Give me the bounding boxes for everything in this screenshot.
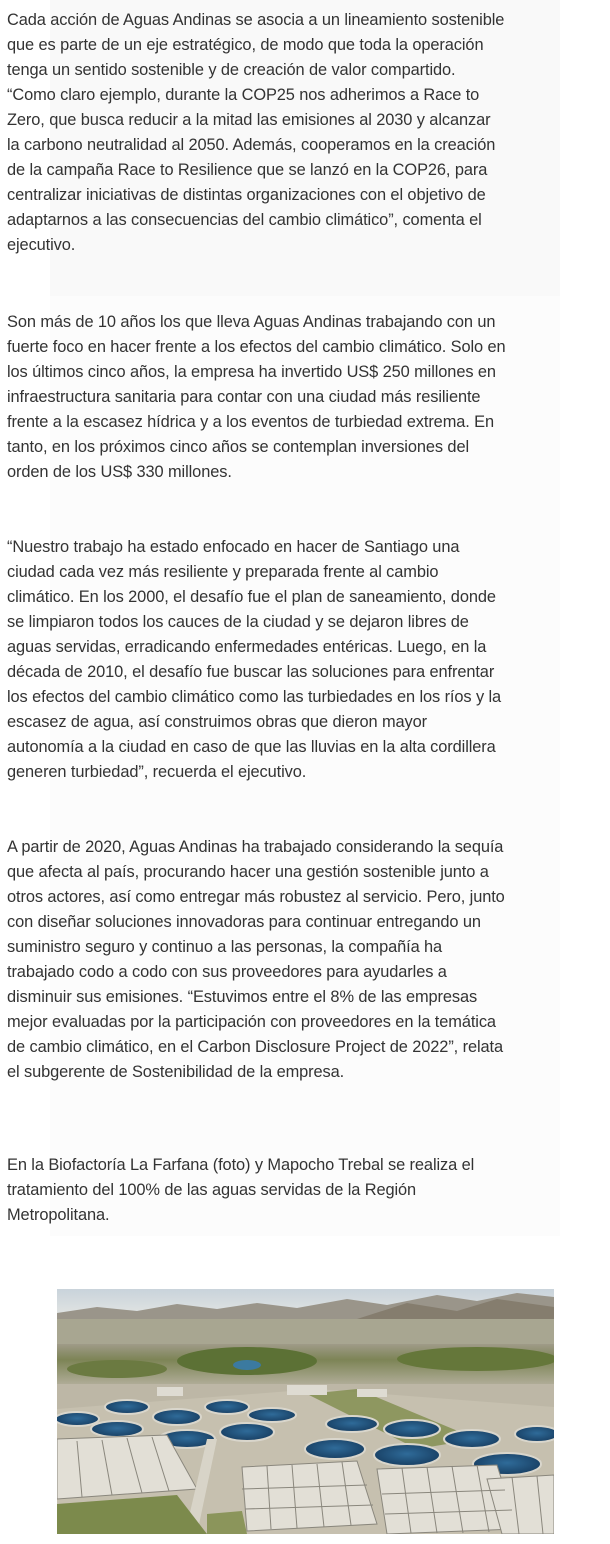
article-paragraph: Son más de 10 años los que lleva Aguas Andinas trabajando con un fuerte foco en hacer frente a los efectos del cambio climático. Solo en los últimos cinco años, la empresa ha invertido US$ 250 millones en infraestructura sanitaria para contar con una ciudad más resiliente frente a la escasez hídrica y a los eventos de turbiedad extrema. En tanto, en los próximos cinco años se contemplan inversiones del orden de los US$ 330 millones. — [7, 313, 506, 481]
article-paragraph: A partir de 2020, Aguas Andinas ha trabajado considerando la sequía que afecta al país, procurando hacer una gestión sostenible junto a otros actores, así como entregar más robustez al servicio. Pero, junto con diseñar soluciones innovadoras para continuar entregando un suministro seguro y continuo a las personas, la compañía ha trabajado codo a codo con sus proveedores para ayudarles a disminuir sus emisiones. “Estuvimos entre el 8% de las empresas mejor evaluadas por la participación con proveedores en la temática de cambio climático, en el Carbon Disclosure Project de 2022”, relata el subgerente de Sostenibilidad de la empresa. — [7, 838, 505, 1081]
photo-caption: En la Biofactoría La Farfana (foto) y Mapocho Trebal se realiza el tratamiento del 100% de las aguas servidas de la Región Metropolitana. — [7, 1156, 475, 1224]
treatment-plant-photo — [57, 1289, 554, 1534]
article-paragraph: Cada acción de Aguas Andinas se asocia a un lineamiento sostenible que es parte de un eje estratégico, de modo que toda la operación tenga un sentido sostenible y de creación de valor compartido. “Como claro ejemplo, durante la COP25 nos adherimos a Race to Zero, que busca reducir a la mitad las emisiones al 2030 y alcanzar la carbono neutralidad al 2050. Además, cooperamos en la creación de la campaña Race to Resilience que se lanzó en la COP26, para centralizar iniciativas de distintas organizaciones con el objetivo de adaptarnos a las consecuencias del cambio climático”, comenta el ejecutivo. — [7, 11, 505, 254]
article-paragraph: “Nuestro trabajo ha estado enfocado en hacer de Santiago una ciudad cada vez más resiliente y preparada frente al cambio climático. En los 2000, el desafío fue el plan de saneamiento, donde se limpiaron todos los cauces de la ciudad y se dejaron libres de aguas servidas, erradicando enfermedades entéricas. Luego, en la década de 2010, el desafío fue buscar las soluciones para enfrentar los efectos del cambio climático como las turbiedades en los ríos y la escasez de agua, así construimos obras que dieron mayor autonomía a la ciudad en caso de que las lluvias en la alta cordillera generen turbiedad”, recuerda el ejecutivo. — [7, 538, 502, 781]
